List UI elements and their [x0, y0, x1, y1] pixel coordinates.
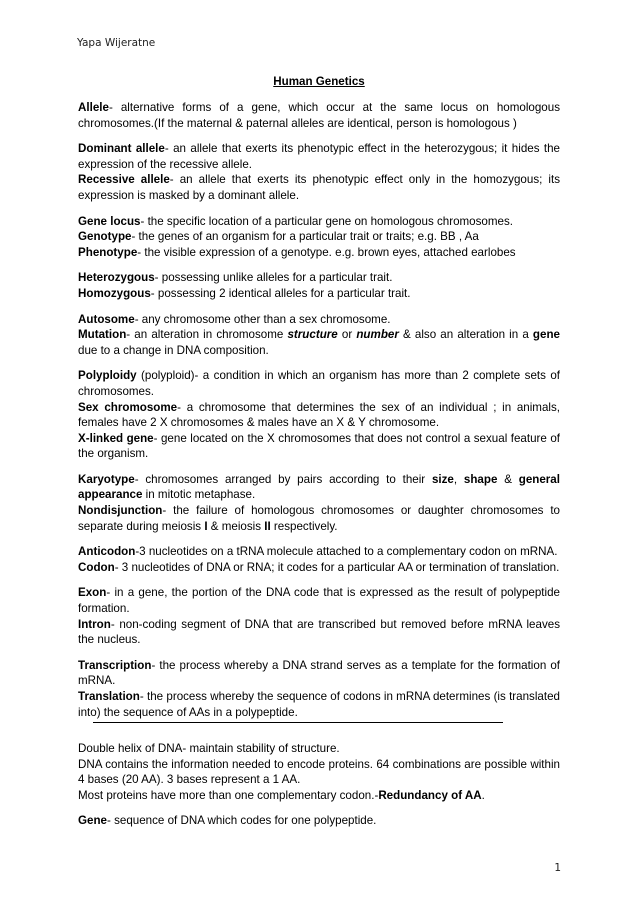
entry-homozygous: [78, 286, 560, 302]
entry-nondisjunction: [78, 503, 560, 534]
definition: due to a change in DNA composition.: [78, 343, 269, 357]
definition: - 3 nucleotides of DNA or RNA; it codes for a particular AA or termination of translation.: [114, 560, 560, 574]
term: Codon: [78, 560, 115, 574]
term: Genotype: [78, 230, 132, 244]
definition: - an allele that exerts its phenotypic effect in the heterozygous; it hides the expression of the recessive allele.: [78, 142, 561, 171]
entry-sex-chromosome: [78, 400, 560, 431]
definition: &: [497, 472, 519, 486]
term: Intron: [78, 617, 111, 631]
note-text: Most proteins have more than one complementary codon.-: [78, 788, 379, 802]
definition: in mitotic metaphase.: [142, 488, 256, 502]
definition: - an alteration in chromosome: [126, 328, 288, 342]
definition: or: [337, 328, 357, 342]
term: Phenotype: [78, 245, 138, 259]
term: Exon: [78, 586, 107, 600]
emphasis: size: [431, 472, 454, 486]
term: Dominant allele: [78, 142, 165, 156]
entry-transcription: [78, 658, 560, 689]
horizontal-divider: [93, 722, 503, 723]
entry-autosome: [78, 312, 560, 328]
term: Gene: [78, 814, 107, 828]
definition: - the process whereby the sequence of codons in mRNA determines (is translated into) the sequence of AAs in a polypeptide.: [78, 690, 560, 719]
definition: - possessing unlike alleles for a particular trait.: [154, 271, 393, 285]
entry-translation: [78, 689, 560, 720]
term: Allele: [78, 101, 109, 114]
entry-exon: [78, 585, 560, 616]
emphasis: gene: [532, 328, 560, 342]
term: X-linked gene: [78, 431, 154, 445]
term: Translation: [78, 690, 140, 703]
term: Autosome: [78, 312, 135, 326]
definition: -3 nucleotides on a tRNA molecule attached to a complementary codon on mRNA.: [135, 545, 558, 559]
definition: - the failure of homologous chromosomes or daughter chromosomes to separate during meiosis: [78, 504, 560, 533]
definition: (polyploid)- a condition in which an organism has more than 2 complete sets of chromosomes.: [78, 369, 560, 398]
note-redundancy: [78, 788, 560, 804]
entry-mutation: [78, 327, 560, 358]
entry-phenotype: [78, 245, 560, 261]
entry-codon: [78, 560, 560, 576]
entry-intron: [78, 617, 560, 648]
entry-heterozygous: [78, 270, 560, 286]
definition: & meiosis: [207, 519, 265, 533]
emphasis: I: [204, 519, 208, 533]
entry-recessive-allele: [78, 172, 560, 203]
entry-gene: [78, 813, 560, 829]
entry-x-linked-gene: [78, 431, 560, 462]
definition: - the process whereby a DNA strand serves as a template for the formation of mRNA.: [78, 658, 560, 688]
emphasis: general appearance: [78, 472, 560, 502]
page-number: 1: [554, 862, 561, 874]
definition: - sequence of DNA which codes for one polypeptide.: [107, 814, 377, 828]
definition: - an allele that exerts its phenotypic effect only in the homozygous; its expression is masked by a dominant allele.: [78, 173, 560, 202]
definition: - a chromosome that determines the sex of an individual ; in animals, females have 2 X chromosomes & males have an X & Y chromosome.: [78, 400, 561, 430]
entry-dominant-allele: [78, 141, 560, 172]
definition: respectively.: [270, 519, 338, 533]
title-text: Human Genetics: [273, 75, 365, 88]
term: Nondisjunction: [78, 504, 163, 518]
entry-gene-locus: [78, 214, 560, 230]
term: Homozygous: [78, 286, 151, 300]
emphasis: number: [356, 328, 399, 342]
emphasis: structure: [287, 328, 338, 342]
note-dna-information: DNA contains the information needed to encode proteins. 64 combinations are possible within 4 bases (20 AA). 3 bases represent a 1 AA.: [78, 757, 560, 787]
entry-anticodon: [78, 544, 560, 560]
definition: & also an alteration in a: [398, 328, 533, 342]
emphasis: II: [264, 519, 271, 533]
term: Gene locus: [78, 214, 141, 228]
definition: - in a gene, the portion of the DNA code that is expressed as the result of polypeptide formation.: [78, 586, 560, 616]
definition: - the specific location of a particular gene on homologous chromosomes.: [140, 214, 513, 228]
definition: - any chromosome other than a sex chromosome.: [134, 312, 391, 326]
term: Transcription: [78, 658, 152, 672]
term: Polyploidy: [78, 369, 137, 383]
term: Karyotype: [78, 472, 135, 486]
term: Heterozygous: [78, 271, 155, 285]
notes-section: [78, 741, 560, 829]
page-title: [0, 75, 638, 88]
emphasis: shape: [463, 472, 498, 486]
note-text: .: [481, 788, 485, 802]
entry-genotype: [78, 229, 560, 245]
definition: - possessing 2 identical alleles for a particular trait.: [150, 286, 411, 300]
page-header-author: Yapa Wijeratne: [77, 37, 156, 49]
entry-polyploidy: [78, 368, 560, 399]
term: Recessive allele: [78, 173, 170, 187]
definition: - the genes of an organism for a particular trait or traits; e.g. BB , Aa: [131, 230, 479, 244]
entry-karyotype: [78, 472, 560, 503]
definition: - gene located on the X chromosomes that does not control a sexual feature of the organism.: [78, 431, 560, 461]
definitions-section: [78, 100, 560, 720]
emphasis: Redundancy of AA: [378, 788, 482, 802]
definition: - non-coding segment of DNA that are transcribed but removed before mRNA leaves the nucleus.: [78, 617, 560, 647]
term: Anticodon: [78, 545, 136, 559]
definition: - chromosomes arranged by pairs according to their: [134, 472, 432, 486]
entry-allele: [78, 100, 560, 131]
definition: ,: [453, 472, 464, 486]
term: Mutation: [78, 328, 127, 342]
note-double-helix: Double helix of DNA- maintain stability of structure.: [78, 742, 340, 755]
definition: - alternative forms of a gene, which occur at the same locus on homologous chromosomes.(If the maternal & paternal alleles are identical, person is homologous ): [78, 101, 560, 130]
term: Sex chromosome: [78, 400, 178, 414]
definition: - the visible expression of a genotype. e.g. brown eyes, attached earlobes: [137, 245, 516, 259]
